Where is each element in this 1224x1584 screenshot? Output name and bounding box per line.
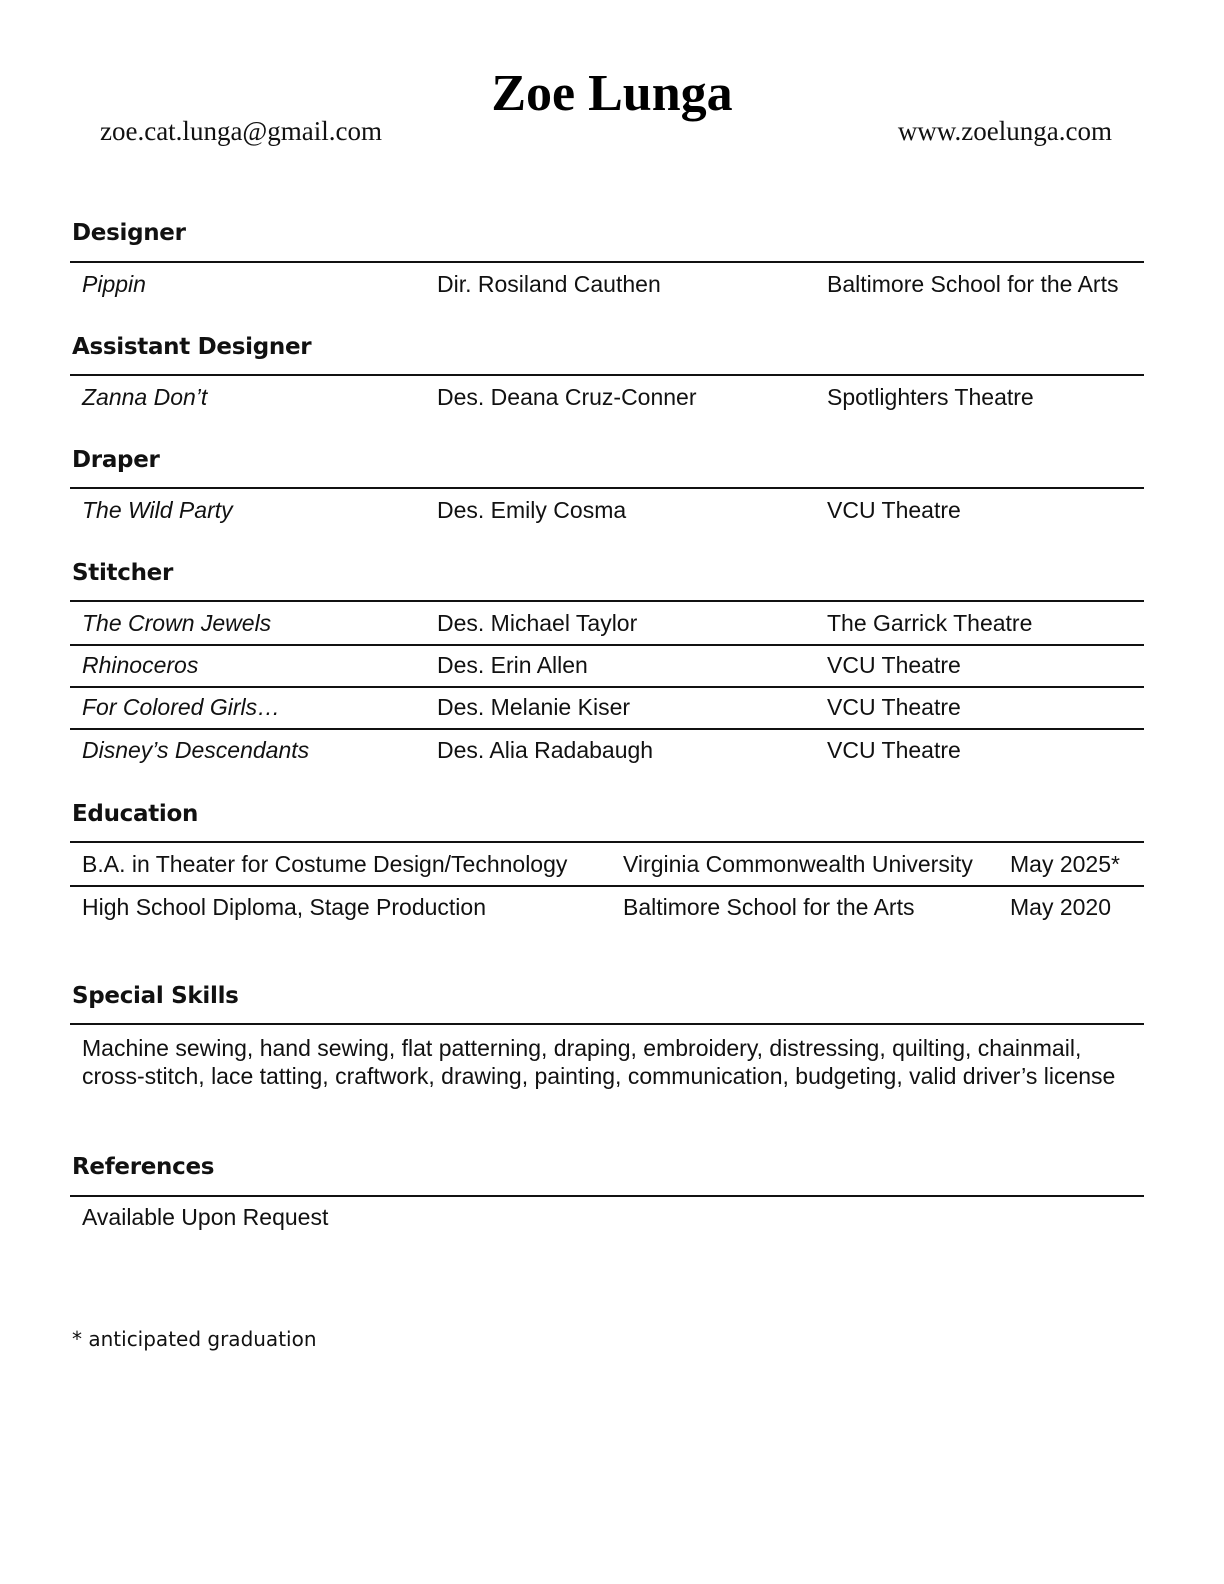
table-row — [70, 376, 1144, 418]
section-rule — [70, 1195, 1144, 1197]
production-title: Pippin — [82, 271, 146, 297]
table-row — [70, 843, 1144, 887]
designer-name: Des. Deana Cruz-Conner — [437, 384, 697, 410]
degree-name: B.A. in Theater for Costume Design/Technology — [82, 851, 568, 877]
designer-name: Des. Alia Radabaugh — [437, 737, 654, 763]
graduation-date: May 2025* — [1010, 851, 1120, 877]
venue-name: Spotlighters Theatre — [827, 384, 1034, 410]
section-heading-education: Education — [72, 801, 199, 827]
school-name: Baltimore School for the Arts — [623, 894, 915, 920]
section-heading-assistant-designer: Assistant Designer — [72, 334, 312, 360]
venue-name: VCU Theatre — [827, 694, 961, 720]
venue-name: Baltimore School for the Arts — [827, 271, 1119, 297]
table-row — [70, 263, 1144, 305]
skills-text: Machine sewing, hand sewing, flat patterning, draping, embroidery, distressing, quilting, chainmail, cross-stitch, lace tatting, craftwork, drawing, painting, communication, budgeting, valid driver’s license — [82, 1035, 1116, 1089]
production-title: The Crown Jewels — [82, 610, 272, 636]
production-title: Disney’s Descendants — [82, 737, 310, 763]
table-row — [70, 644, 1144, 688]
production-title: Rhinoceros — [82, 652, 199, 678]
section-heading-stitcher: Stitcher — [72, 560, 173, 586]
table-row — [70, 602, 1144, 646]
venue-name: The Garrick Theatre — [827, 610, 1033, 636]
director-name: Dir. Rosiland Cauthen — [437, 271, 661, 297]
table-row — [70, 686, 1144, 730]
contact-website: www.zoelunga.com — [897, 116, 1112, 146]
production-title: Zanna Don’t — [82, 384, 208, 410]
production-title: The Wild Party — [82, 497, 233, 523]
designer-name: Des. Michael Taylor — [437, 610, 638, 636]
table-row — [70, 886, 1144, 928]
designer-name: Des. Erin Allen — [437, 652, 588, 678]
references-text: Available Upon Request — [82, 1204, 329, 1230]
designer-name: Des. Melanie Kiser — [437, 694, 631, 720]
venue-name: VCU Theatre — [827, 652, 961, 678]
production-title: For Colored Girls… — [82, 694, 281, 720]
section-heading-designer: Designer — [72, 220, 186, 246]
venue-name: VCU Theatre — [827, 737, 961, 763]
venue-name: VCU Theatre — [827, 497, 961, 523]
school-name: Virginia Commonwealth University — [623, 851, 973, 877]
footnote: * anticipated graduation — [72, 1327, 317, 1351]
designer-name: Des. Emily Cosma — [437, 497, 627, 523]
resume-name: Zoe Lunga — [491, 65, 733, 122]
section-rule — [70, 1023, 1144, 1025]
section-heading-special-skills: Special Skills — [72, 983, 239, 1009]
table-row — [70, 729, 1144, 771]
section-heading-draper: Draper — [72, 447, 160, 473]
contact-email: zoe.cat.lunga@gmail.com — [100, 116, 383, 146]
graduation-date: May 2020 — [1010, 894, 1112, 920]
table-row — [70, 489, 1144, 531]
section-heading-references: References — [72, 1154, 215, 1180]
degree-name: High School Diploma, Stage Production — [82, 894, 487, 920]
